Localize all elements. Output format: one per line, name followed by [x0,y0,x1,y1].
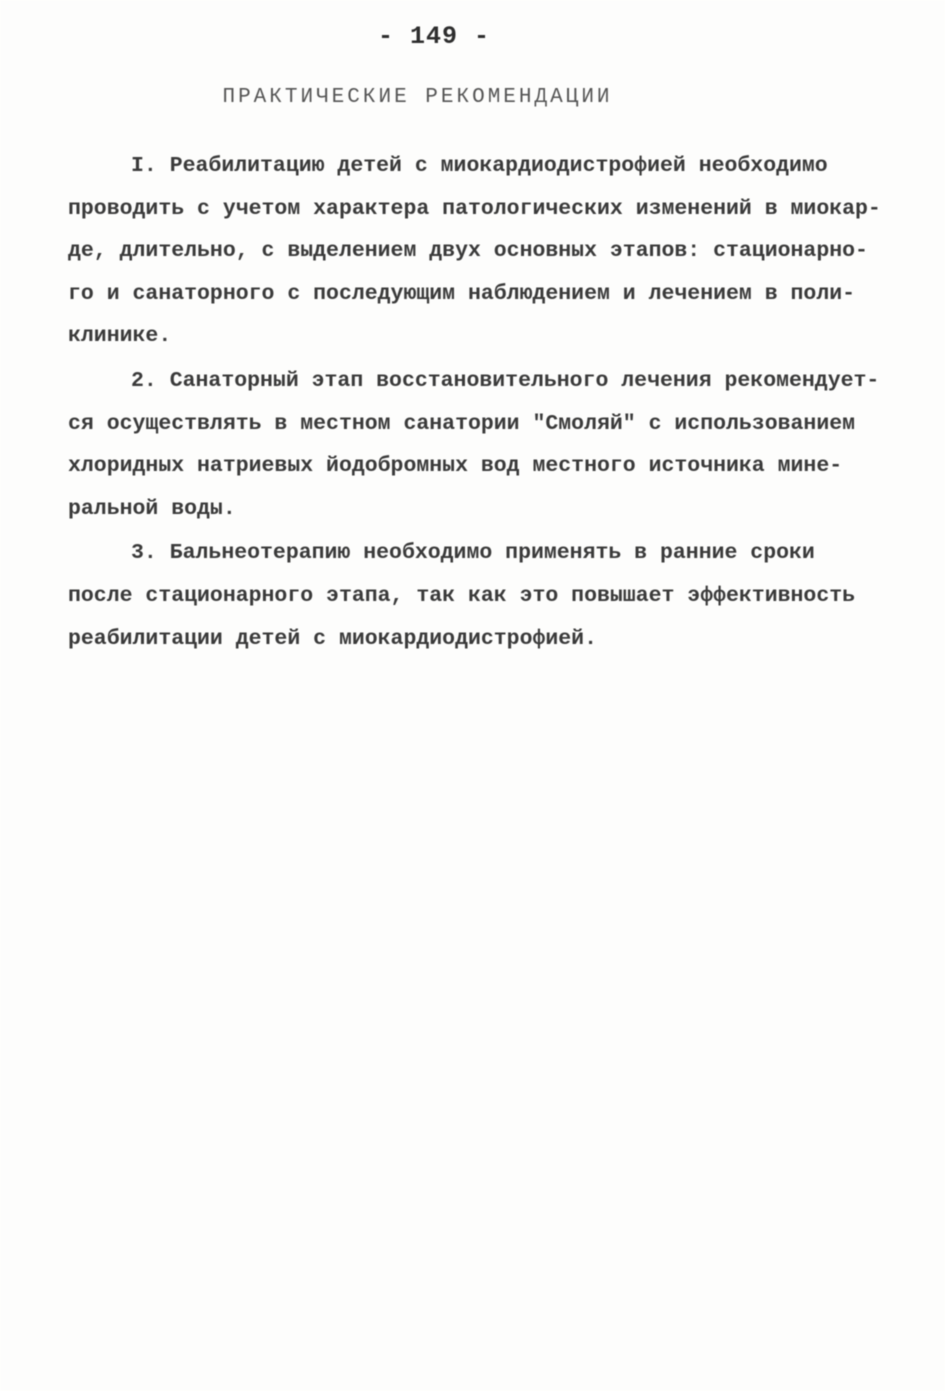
paragraph-line: 2. Санаторный этап восстановительного лечения рекомендует- [131,368,880,393]
paragraph-line: клинике. [68,324,172,349]
paragraph-line: 3. Бальнеотерапию необходимо применять в ранние сроки [131,541,815,566]
body-text [68,145,888,660]
paragraph-line: проводить с учетом характера патологических изменений в миокар- [68,196,881,221]
paragraph-line: реабилитации детей с миокардиодистрофией. [68,626,597,651]
paragraph-line: после стационарного этапа, так как это повышает эффективность [68,583,856,608]
paragraph-3 [68,532,888,660]
paragraph-line: го и санаторного с последующим наблюдением и лечением в поли- [68,281,856,306]
paragraph-line: ральной воды. [68,496,236,521]
paragraph-line: де, длительно, с выделением двух основных этапов: стационарно- [68,239,868,264]
paragraph-line: ся осуществлять в местном санатории "Смоляй" с использованием [68,411,856,436]
paragraph-line: I. Реабилитацию детей с миокардиодистрофией необходимо [131,154,828,178]
section-heading: ПРАКТИЧЕСКИЕ РЕКОМЕНДАЦИИ [222,86,613,109]
page-number: - 149 - [377,22,491,51]
paragraph-1 [68,145,888,358]
paragraph-2 [68,360,888,530]
paragraph-line: хлоридных натриевых йодобромных вод местного источника мине- [68,454,843,479]
